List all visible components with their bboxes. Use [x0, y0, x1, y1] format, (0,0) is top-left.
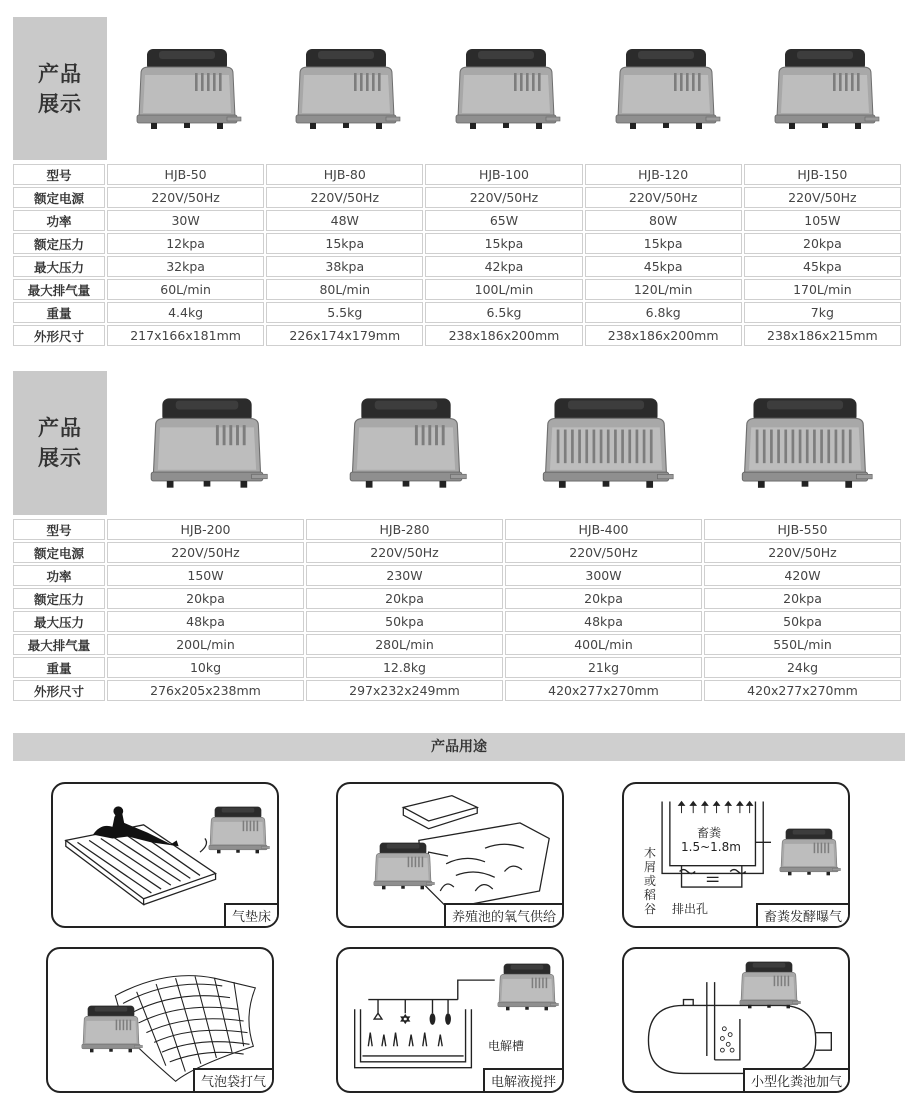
product-image-hjb-200	[107, 371, 307, 515]
spec-row-max-pressure	[13, 256, 901, 277]
manure-label: 畜粪	[697, 826, 722, 840]
usage-panel-bubble-bag	[46, 947, 274, 1093]
panel-caption: 小型化粪池加气	[743, 1068, 848, 1091]
spec-row-model	[13, 519, 901, 540]
spec-cell: HJB-50	[107, 164, 264, 185]
showcase-label-line1: 产品	[38, 416, 82, 440]
spec-row-power	[13, 565, 901, 586]
spec-cell: 50kpa	[704, 611, 901, 632]
spec-row-power	[13, 210, 901, 231]
spec-row-max-flow	[13, 634, 901, 655]
air-pump-icon	[127, 39, 247, 139]
spec-cell: 170L/min	[744, 279, 901, 300]
spec-cell: 230W	[306, 565, 503, 586]
air-pump-icon	[76, 999, 146, 1059]
product-image-hjb-80	[267, 17, 427, 160]
panel-caption: 气垫床	[224, 903, 277, 926]
spec-row-power-supply	[13, 187, 901, 208]
spec-cell: 32kpa	[107, 256, 264, 277]
spec-cell: 105W	[744, 210, 901, 231]
spec-cell: 48W	[266, 210, 423, 231]
spec-cell: 20kpa	[306, 588, 503, 609]
spec-cell: HJB-100	[425, 164, 582, 185]
spec-cell: 42kpa	[425, 256, 582, 277]
spec-cell: 300W	[505, 565, 702, 586]
spec-cell: HJB-120	[585, 164, 742, 185]
air-pump-icon	[368, 836, 438, 896]
spec-cell: HJB-80	[266, 164, 423, 185]
row-label: 功率	[13, 210, 105, 231]
air-pump-icon	[526, 387, 686, 499]
spec-cell: 220V/50Hz	[107, 542, 304, 563]
spec-cell: 48kpa	[107, 611, 304, 632]
usage-panel-aquaculture	[336, 782, 564, 928]
spec-cell: 6.8kg	[585, 302, 742, 323]
outlet-label: 排出孔	[672, 902, 709, 916]
row-label: 额定压力	[13, 588, 105, 609]
spec-cell: HJB-200	[107, 519, 304, 540]
spec-cell: HJB-550	[704, 519, 901, 540]
spec-cell: HJB-400	[505, 519, 702, 540]
spec-cell: 20kpa	[107, 588, 304, 609]
spec-cell: 220V/50Hz	[107, 187, 264, 208]
spec-cell: 550L/min	[704, 634, 901, 655]
panel-caption: 电解液搅拌	[483, 1068, 562, 1091]
spec-cell: 220V/50Hz	[585, 187, 742, 208]
spec-cell: 238x186x200mm	[425, 325, 582, 346]
spec-table-2	[11, 517, 903, 703]
product-image-hjb-400	[506, 371, 706, 515]
panel-pump-illustration	[368, 836, 438, 900]
product-showcase-1	[13, 17, 905, 160]
row-label: 最大排气量	[13, 279, 105, 300]
spec-cell: 276x205x238mm	[107, 680, 304, 701]
spec-cell: 220V/50Hz	[266, 187, 423, 208]
spec-row-max-pressure	[13, 611, 901, 632]
spec-cell: 4.4kg	[107, 302, 264, 323]
row-label: 最大压力	[13, 611, 105, 632]
air-pump-icon	[339, 387, 473, 499]
spec-cell: 120L/min	[585, 279, 742, 300]
spec-row-size	[13, 325, 901, 346]
air-pump-icon	[606, 39, 726, 139]
air-pump-icon	[774, 822, 844, 882]
spec-cell: 5.5kg	[266, 302, 423, 323]
spec-cell: 280L/min	[306, 634, 503, 655]
tank-label: 电解槽	[488, 1039, 525, 1053]
spec-cell: 12kpa	[107, 233, 264, 254]
spec-cell: 15kpa	[425, 233, 582, 254]
spec-table-1	[11, 162, 903, 348]
spec-cell: 15kpa	[585, 233, 742, 254]
showcase-label	[13, 17, 107, 160]
panel-pump-illustration	[734, 955, 804, 1019]
spec-cell: 45kpa	[585, 256, 742, 277]
product-image-hjb-280	[307, 371, 507, 515]
spec-row-model	[13, 164, 901, 185]
showcase-label	[13, 371, 107, 515]
spec-row-max-flow	[13, 279, 901, 300]
spec-cell: 45kpa	[744, 256, 901, 277]
usage-panel-electrolysis	[336, 947, 564, 1093]
product-image-hjb-550	[706, 371, 906, 515]
spec-row-rated-pressure	[13, 588, 901, 609]
spec-row-power-supply	[13, 542, 901, 563]
spec-cell: 220V/50Hz	[306, 542, 503, 563]
row-label: 最大排气量	[13, 634, 105, 655]
spec-cell: 217x166x181mm	[107, 325, 264, 346]
air-pump-icon	[140, 387, 274, 499]
row-label: 型号	[13, 519, 105, 540]
spec-cell: 297x232x249mm	[306, 680, 503, 701]
spec-cell: 20kpa	[744, 233, 901, 254]
spec-cell: 50kpa	[306, 611, 503, 632]
sawdust-label: 木 屑 或 稻 谷	[644, 846, 657, 916]
spec-cell: 200L/min	[107, 634, 304, 655]
product-image-hjb-120	[586, 17, 746, 160]
air-pump-icon	[734, 955, 804, 1015]
spec-cell: 400L/min	[505, 634, 702, 655]
product-image-hjb-50	[107, 17, 267, 160]
air-pump-icon	[765, 39, 885, 139]
spec-cell: 6.5kg	[425, 302, 582, 323]
air-pump-icon	[492, 957, 562, 1017]
spec-cell: 24kg	[704, 657, 901, 678]
panel-caption: 养殖池的氧气供给	[444, 903, 562, 926]
panel-pump-illustration	[774, 822, 844, 886]
spec-cell: 420W	[704, 565, 901, 586]
spec-cell: 220V/50Hz	[744, 187, 901, 208]
showcase-label-line2: 展示	[38, 446, 82, 470]
row-label: 最大压力	[13, 256, 105, 277]
product-images	[107, 17, 905, 160]
row-label: 重量	[13, 302, 105, 323]
panel-caption: 畜粪发酵曝气	[756, 903, 848, 926]
spec-row-weight	[13, 302, 901, 323]
spec-cell: 80W	[585, 210, 742, 231]
row-label: 额定电源	[13, 542, 105, 563]
air-pump-icon	[446, 39, 566, 139]
spec-cell: 12.8kg	[306, 657, 503, 678]
spec-cell: 10kg	[107, 657, 304, 678]
spec-cell: 220V/50Hz	[425, 187, 582, 208]
showcase-label-line2: 展示	[38, 91, 82, 116]
spec-cell: 238x186x200mm	[585, 325, 742, 346]
spec-cell: 20kpa	[505, 588, 702, 609]
spec-row-rated-pressure	[13, 233, 901, 254]
product-showcase-2	[13, 371, 905, 515]
product-section-2	[13, 371, 905, 703]
usage-panel-manure	[622, 782, 850, 928]
spec-cell: 20kpa	[704, 588, 901, 609]
usage-panel-septic	[622, 947, 850, 1093]
spec-cell: 226x174x179mm	[266, 325, 423, 346]
spec-cell: 15kpa	[266, 233, 423, 254]
spec-cell: 7kg	[744, 302, 901, 323]
spec-cell: 21kg	[505, 657, 702, 678]
panel-pump-illustration	[203, 800, 273, 864]
row-label: 额定压力	[13, 233, 105, 254]
row-label: 外形尺寸	[13, 680, 105, 701]
spec-cell: 100L/min	[425, 279, 582, 300]
product-images	[107, 371, 905, 515]
spec-cell: 420x277x270mm	[505, 680, 702, 701]
spec-row-weight	[13, 657, 901, 678]
air-pump-icon	[286, 39, 406, 139]
panel-pump-illustration	[492, 957, 562, 1021]
spec-cell: HJB-150	[744, 164, 901, 185]
spec-cell: 30W	[107, 210, 264, 231]
air-pump-icon	[725, 387, 885, 499]
spec-cell: 65W	[425, 210, 582, 231]
spec-cell: 238x186x215mm	[744, 325, 901, 346]
spec-cell: 420x277x270mm	[704, 680, 901, 701]
air-pump-icon	[203, 800, 273, 860]
product-image-hjb-100	[426, 17, 586, 160]
showcase-label-line1: 产品	[38, 61, 82, 86]
product-section-1	[13, 17, 905, 348]
row-label: 型号	[13, 164, 105, 185]
row-label: 外形尺寸	[13, 325, 105, 346]
panel-caption: 气泡袋打气	[193, 1068, 272, 1091]
usage-title: 产品用途	[13, 733, 905, 761]
depth-label: 1.5~1.8m	[681, 840, 741, 854]
usage-panel-air-mattress	[51, 782, 279, 928]
spec-cell: 48kpa	[505, 611, 702, 632]
spec-row-size	[13, 680, 901, 701]
spec-cell: 60L/min	[107, 279, 264, 300]
spec-cell: 220V/50Hz	[505, 542, 702, 563]
row-label: 重量	[13, 657, 105, 678]
row-label: 功率	[13, 565, 105, 586]
row-label: 额定电源	[13, 187, 105, 208]
spec-cell: HJB-280	[306, 519, 503, 540]
product-image-hjb-150	[745, 17, 905, 160]
spec-cell: 150W	[107, 565, 304, 586]
spec-cell: 38kpa	[266, 256, 423, 277]
spec-cell: 80L/min	[266, 279, 423, 300]
spec-cell: 220V/50Hz	[704, 542, 901, 563]
panel-pump-illustration	[76, 999, 146, 1063]
